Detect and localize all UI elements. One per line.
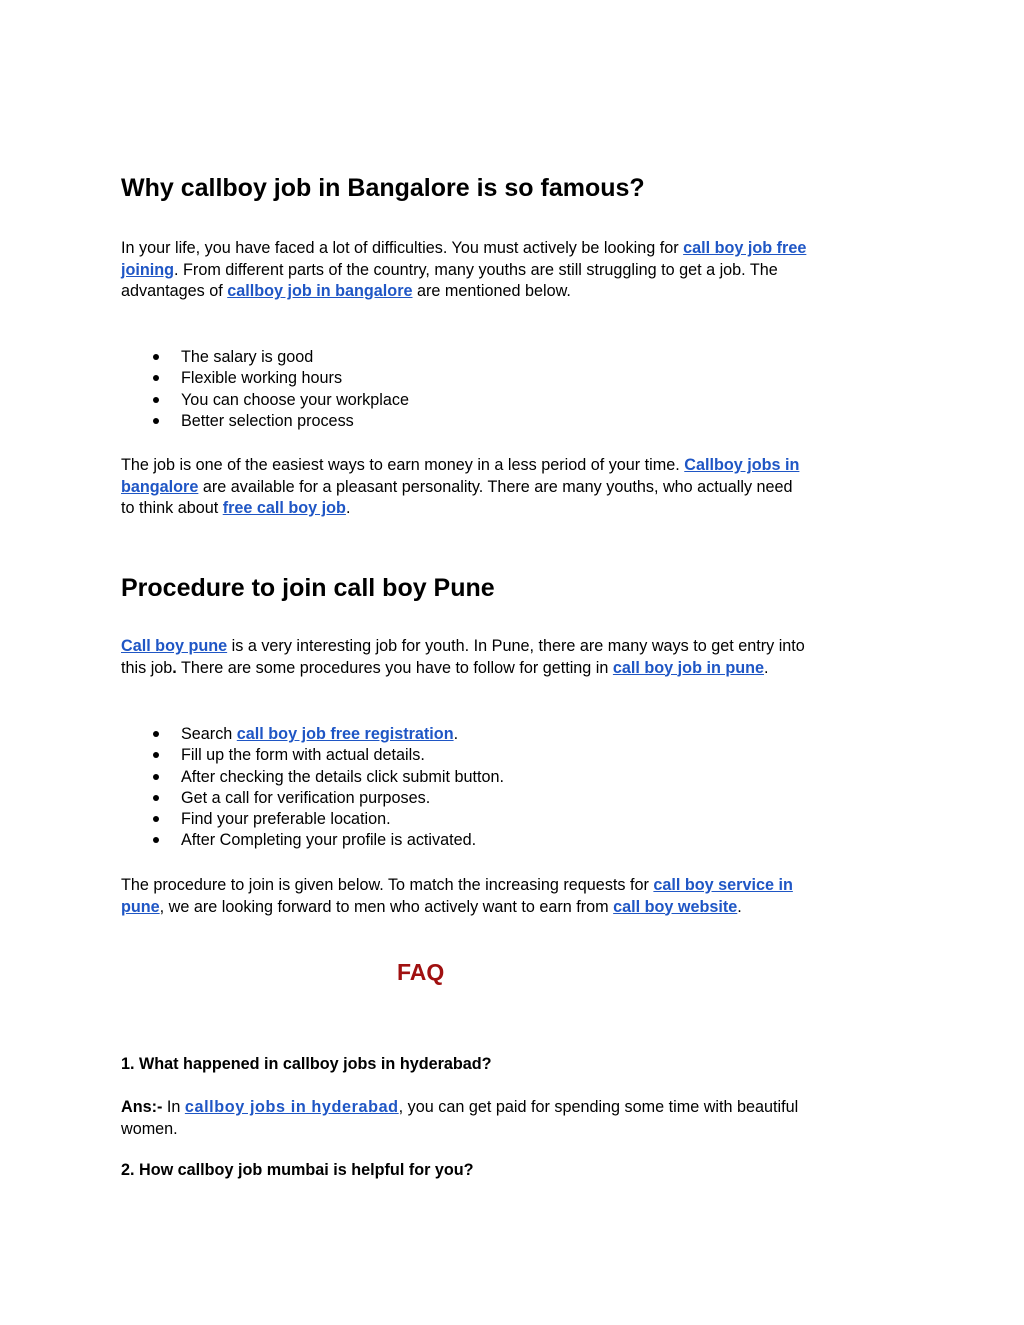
bullet-icon (153, 731, 159, 737)
list-item (121, 411, 903, 432)
answer-label: Ans:- (121, 1098, 163, 1116)
text: . (172, 658, 177, 677)
faq-heading: FAQ (397, 959, 445, 985)
bullet-icon (153, 795, 159, 801)
text: is a very interesting job for youth. In Pune, there are many ways to get entry into (227, 637, 805, 655)
text: , you can get paid for spending some time with beautiful (398, 1098, 799, 1116)
answer-line-2 (121, 1119, 903, 1141)
call-boy-service-in-pune-link[interactable]: call boy service in (653, 876, 793, 894)
call-boy-pune-link[interactable]: Call boy pune (121, 637, 228, 655)
list-item (121, 390, 903, 411)
list-item-text: You can choose your workplace (181, 390, 409, 409)
para-line-1 (121, 636, 903, 658)
text: . (764, 658, 769, 677)
free-call-boy-job-link[interactable]: free call boy job (222, 499, 346, 517)
list-item (121, 809, 903, 830)
faq-question-1: 1. What happened in callboy jobs in hyderabad? (121, 1055, 492, 1073)
text: . From different parts of the country, many youths are still struggling to get a job. The (174, 260, 778, 279)
faq-answer-1 (121, 1097, 903, 1140)
para-line-2 (121, 477, 903, 499)
text: . (737, 897, 742, 916)
list-item (121, 347, 903, 368)
text: . (345, 499, 351, 517)
bullet-icon (153, 774, 159, 780)
list-item-text: Better selection process (181, 411, 354, 430)
list-item-text: The salary is good (181, 348, 314, 366)
para-line-1 (121, 875, 903, 897)
list-item-text: Find your preferable location. (181, 810, 391, 829)
text: , we are looking forward to men who actively want to earn from (159, 897, 614, 916)
faq-question-2: 2. How callboy job mumbai is helpful for you? (121, 1161, 474, 1179)
list-item (121, 830, 903, 851)
section-title-bangalore: Why callboy job in Bangalore is so famous? (121, 174, 645, 202)
bullet-icon (153, 837, 159, 843)
para-line-2 (121, 658, 903, 680)
intro-paragraph (121, 238, 903, 303)
text: There are some procedures you have to follow for getting in (176, 658, 613, 677)
pune-paragraph-2 (121, 875, 903, 918)
procedure-list (121, 724, 903, 852)
call-boy-job-in-pune-link[interactable]: call boy job in pune (612, 658, 765, 677)
text: . (453, 725, 459, 743)
pune-intro-paragraph (121, 636, 903, 679)
list-item-text: After checking the details click submit button. (181, 767, 505, 786)
call-boy-job-free-registration-link[interactable]: call boy job free registration (236, 725, 454, 743)
list-item (121, 767, 903, 788)
text: advantages of (121, 282, 228, 300)
call-boy-website-link[interactable]: call boy website (613, 897, 738, 916)
section-title-pune: Procedure to join call boy Pune (121, 574, 495, 602)
para-line-1 (121, 455, 903, 477)
para-line-3 (121, 498, 903, 520)
text: In (162, 1098, 185, 1116)
callboy-jobs-in-bangalore-link-cont[interactable]: bangalore (121, 477, 199, 496)
text: The procedure to join is given below. To match the increasing requests for (121, 876, 654, 894)
list-item-text: Get a call for verification purposes. (181, 788, 431, 807)
list-item (121, 724, 903, 745)
intro-line-3 (121, 281, 903, 303)
list-item (121, 368, 903, 389)
text: In your life, you have faced a lot of difficulties. You must actively be looking for (121, 239, 684, 257)
call-boy-job-free-joining-link[interactable]: call boy job free (683, 239, 807, 257)
intro-line-1 (121, 238, 903, 260)
text: are available for a pleasant personality. There are many youths, who actually need (198, 477, 793, 496)
list-item-text: After Completing your profile is activated. (181, 831, 477, 850)
text: women. (121, 1119, 178, 1138)
callboy-job-in-bangalore-link[interactable]: callboy job in bangalore (227, 282, 413, 300)
text: are mentioned below. (412, 282, 571, 300)
bullet-icon (153, 354, 159, 360)
bangalore-paragraph-2 (121, 455, 903, 520)
bullet-icon (153, 418, 159, 424)
bullet-icon (153, 397, 159, 403)
text: Search (181, 725, 237, 743)
bullet-icon (153, 816, 159, 822)
text: The job is one of the easiest ways to earn money in a less period of your time. (121, 456, 685, 474)
list-item-text: Fill up the form with actual details. (181, 746, 425, 765)
list-item-text: Flexible working hours (181, 369, 343, 388)
answer-line-1 (121, 1097, 903, 1119)
list-item (121, 745, 903, 766)
call-boy-job-free-joining-link-cont[interactable]: joining (121, 260, 175, 279)
callboy-jobs-in-hyderabad-link[interactable]: callboy jobs in hyderabad (184, 1098, 399, 1116)
text: to think about (121, 499, 223, 517)
para-line-2 (121, 897, 903, 919)
bullet-icon (153, 752, 159, 758)
callboy-jobs-in-bangalore-link[interactable]: Callboy jobs in (684, 456, 800, 474)
call-boy-service-in-pune-link-cont[interactable]: pune (121, 897, 160, 916)
bullet-icon (153, 375, 159, 381)
list-item (121, 788, 903, 809)
advantages-list (121, 347, 903, 432)
text: this job (121, 658, 173, 677)
intro-line-2 (121, 260, 903, 282)
